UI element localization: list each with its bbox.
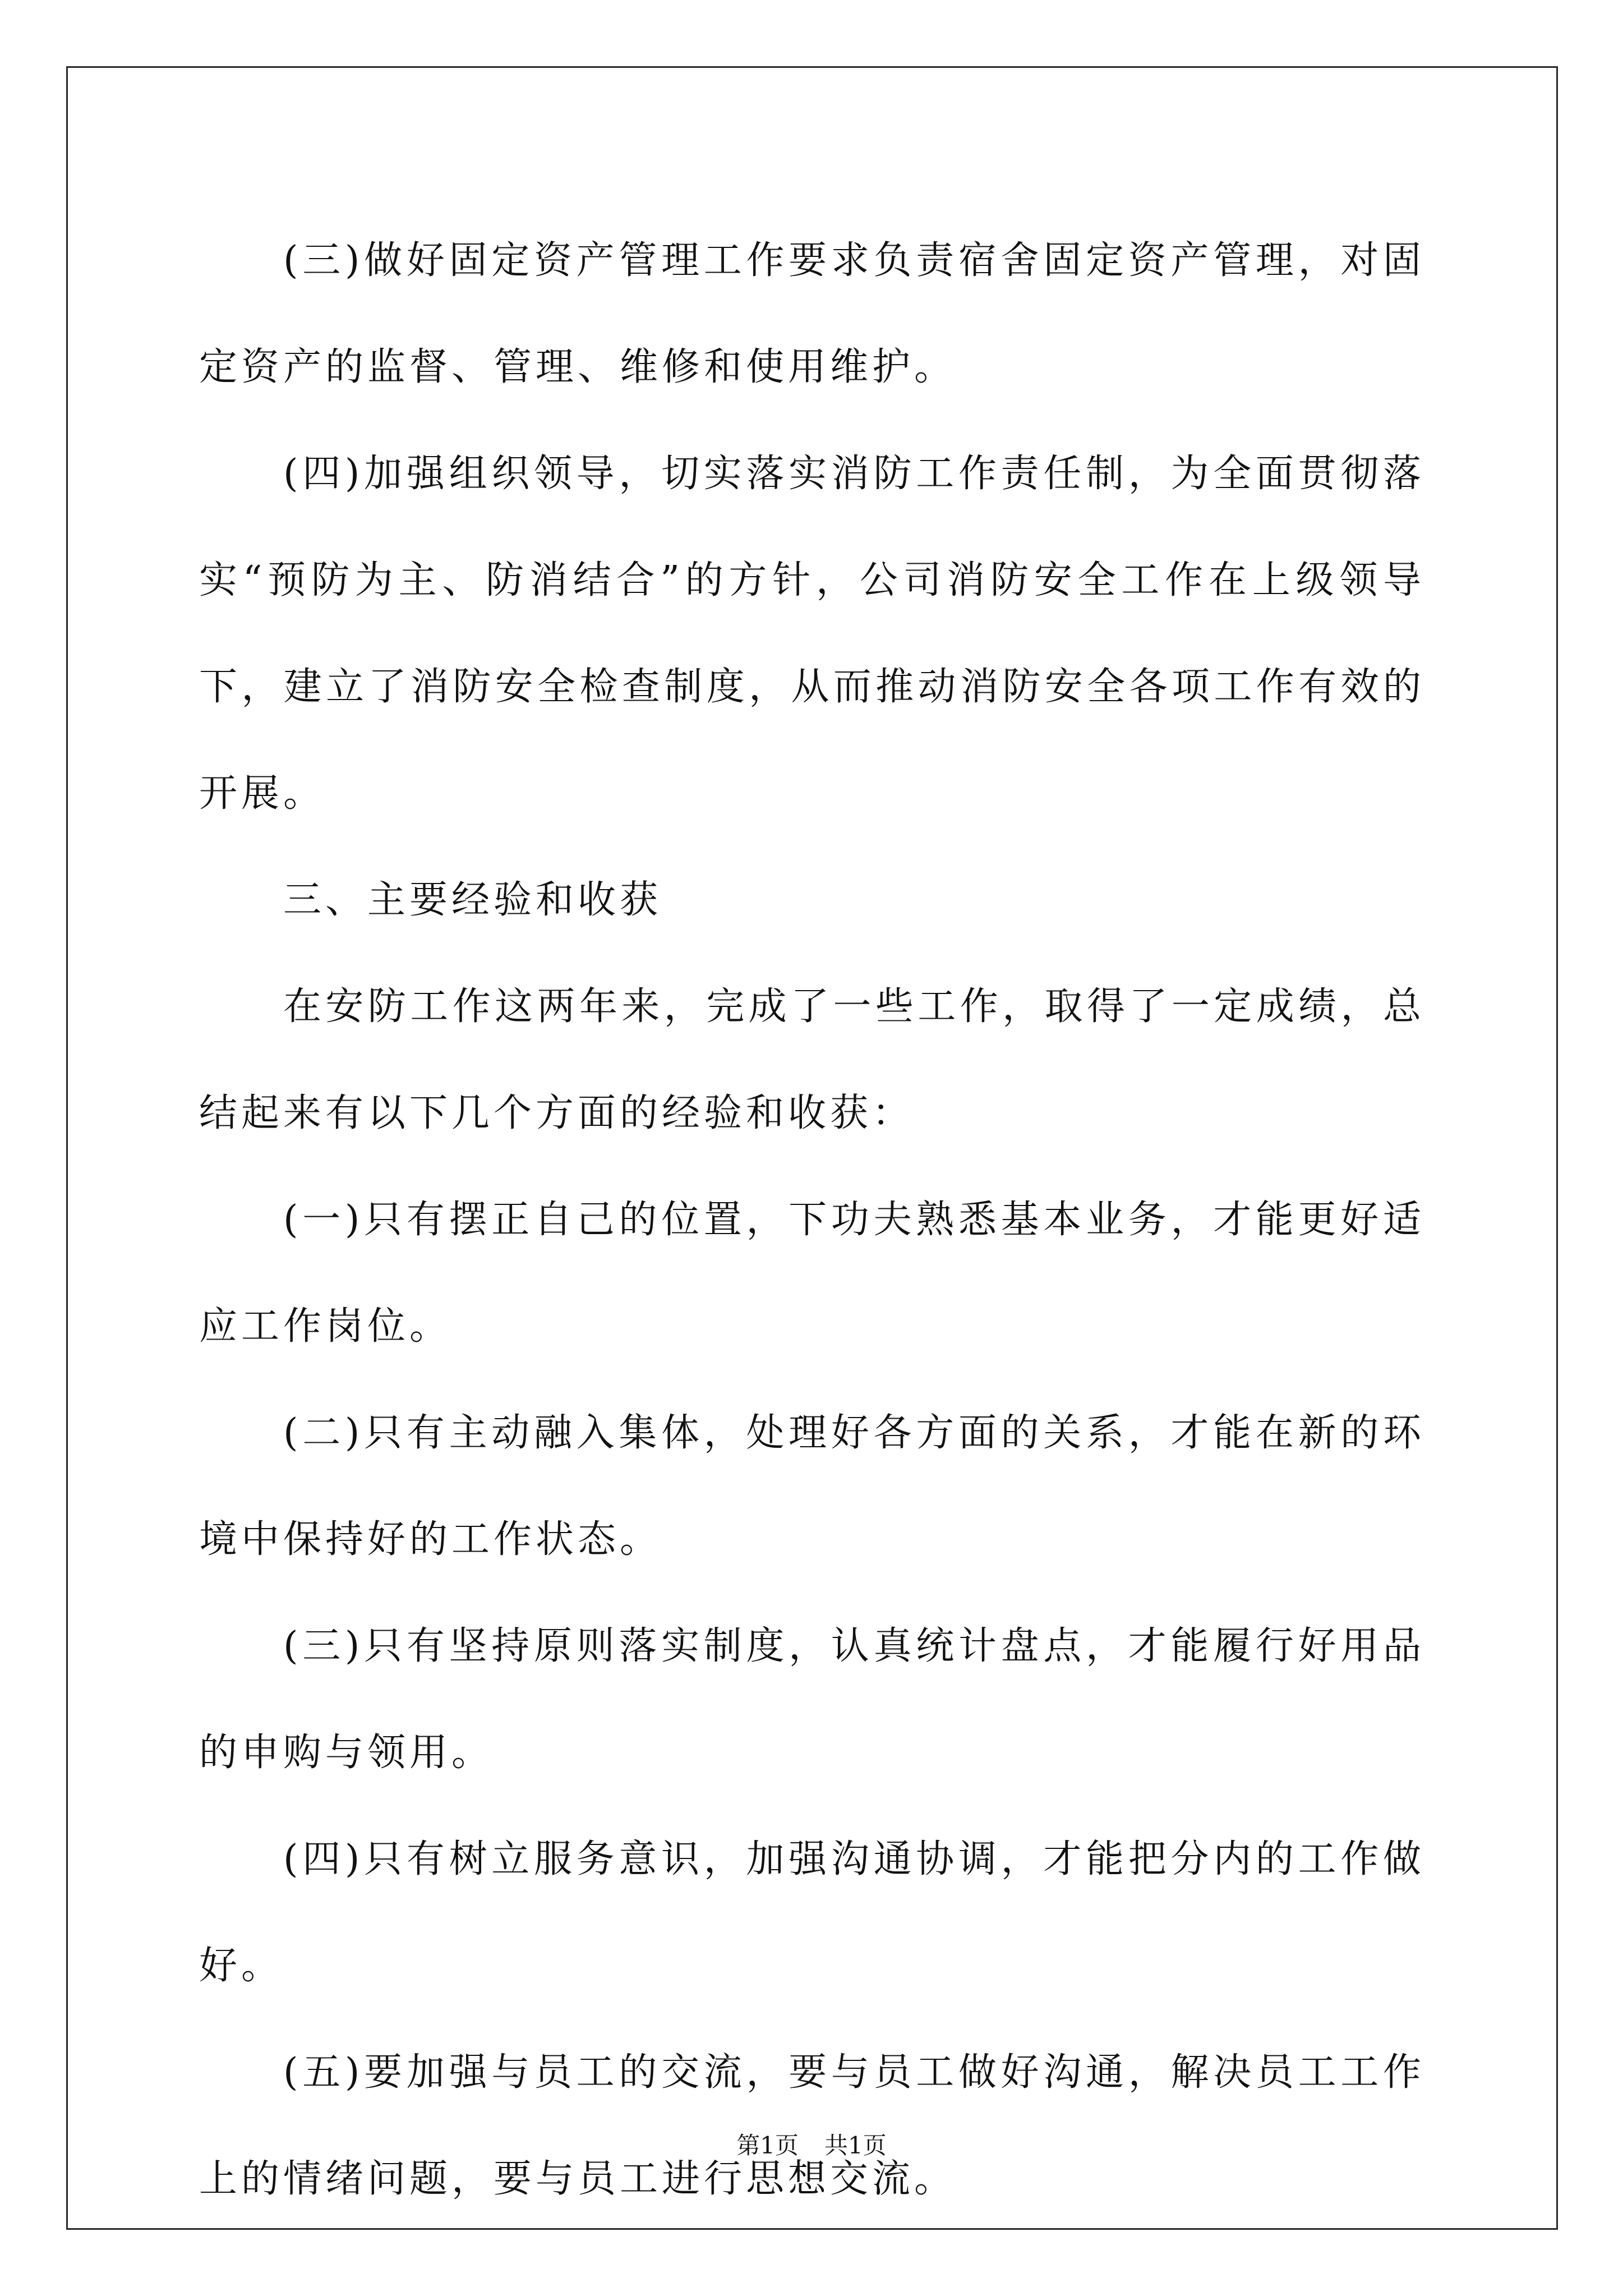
paragraph-fire-safety: (四)加强组织领导，切实落实消防工作责任制，为全面贯彻落实“预防为主、防消结合”的方针，公司消防安全工作在上级领导下，建立了消防安全检查制度，从而推动消防安全各项工作有效的开展。 xyxy=(199,452,1425,816)
document-body xyxy=(199,208,1425,2233)
page-number: 第1页 xyxy=(736,2132,799,2159)
page-footer xyxy=(0,2129,1623,2162)
paragraph-item-5: (五)要加强与员工的交流，要与员工做好沟通，解决员工工作上的情绪问题，要与员工进行思想交流。 xyxy=(199,2050,1425,2201)
paragraph-summary-intro: 在安防工作这两年来，完成了一些工作，取得了一定成绩，总结起来有以下几个方面的经验和收获： xyxy=(199,984,1425,1135)
page-total: 共1页 xyxy=(824,2132,887,2159)
paragraph-item-3: (三)只有坚持原则落实制度，认真统计盘点，才能履行好用品的申购与领用。 xyxy=(199,1624,1425,1775)
paragraph-item-2: (二)只有主动融入集体，处理好各方面的关系，才能在新的环境中保持好的工作状态。 xyxy=(199,1411,1425,1562)
section-heading-experience: 三、主要经验和收获 xyxy=(283,878,662,922)
paragraph-item-1: (一)只有摆正自己的位置，下功夫熟悉基本业务，才能更好适应工作岗位。 xyxy=(199,1198,1425,1349)
paragraph-item-4: (四)只有树立服务意识，加强沟通协调，才能把分内的工作做好。 xyxy=(199,1837,1425,1988)
paragraph-fixed-assets: (三)做好固定资产管理工作要求负责宿舍固定资产管理，对固定资产的监督、管理、维修和使用维护。 xyxy=(199,238,1425,389)
